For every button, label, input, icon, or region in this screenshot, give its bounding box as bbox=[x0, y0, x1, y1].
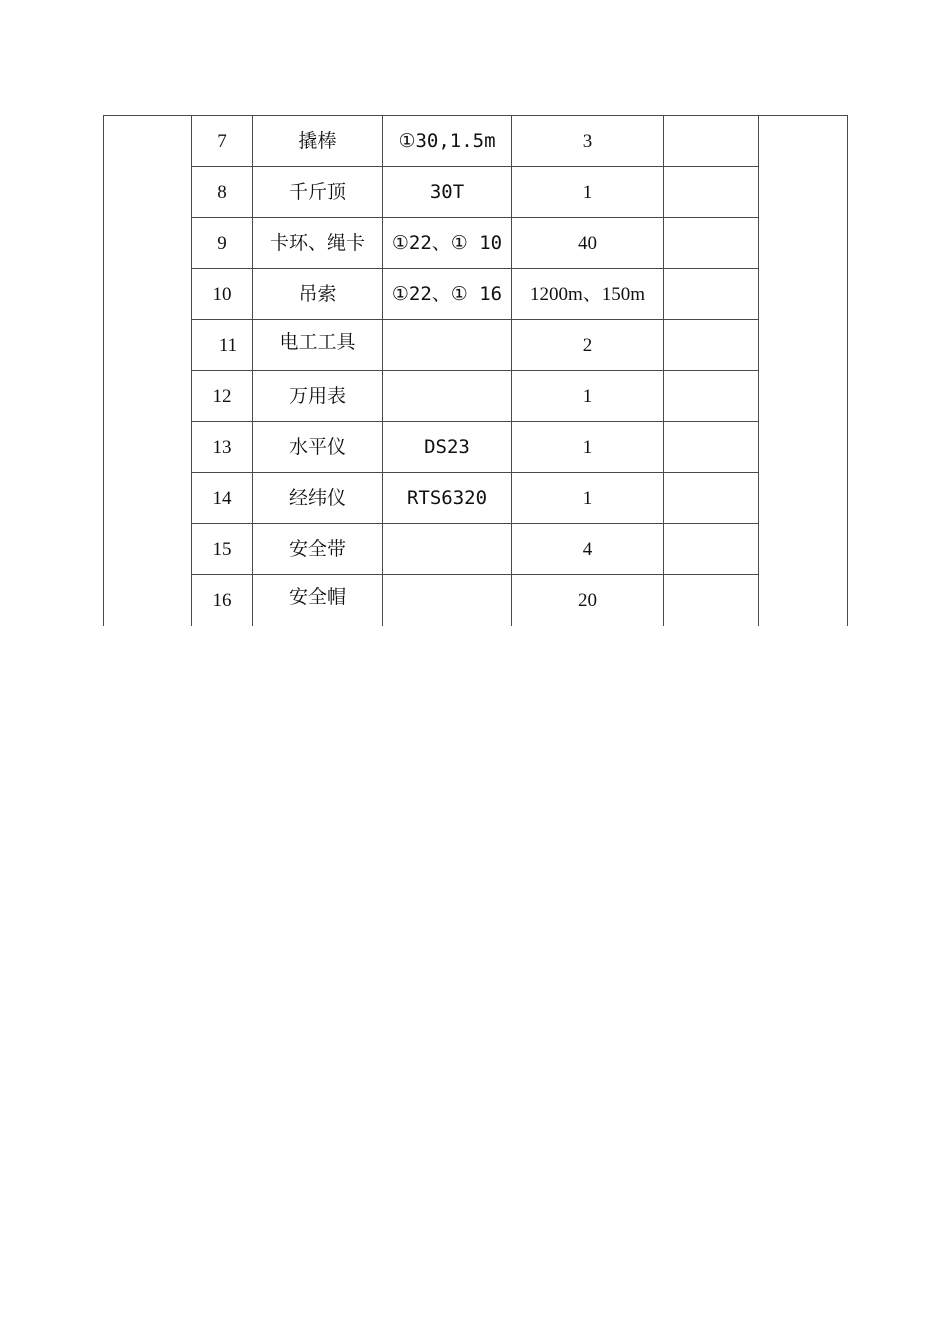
equipment-note bbox=[664, 524, 759, 575]
equipment-note bbox=[664, 167, 759, 218]
remarks-cell bbox=[759, 116, 848, 626]
equipment-spec: ①22、① 10 bbox=[383, 218, 512, 269]
equipment-note bbox=[664, 371, 759, 422]
equipment-quantity: 2 bbox=[512, 320, 664, 371]
equipment-note bbox=[664, 116, 759, 167]
equipment-quantity: 20 bbox=[512, 575, 664, 626]
equipment-note bbox=[664, 575, 759, 626]
equipment-spec bbox=[383, 524, 512, 575]
equipment-note bbox=[664, 218, 759, 269]
equipment-quantity: 3 bbox=[512, 116, 664, 167]
equipment-note bbox=[664, 473, 759, 524]
equipment-name: 安全帽 bbox=[253, 575, 383, 626]
equipment-spec: ①30,1.5m bbox=[383, 116, 512, 167]
row-number: 7 bbox=[192, 116, 253, 167]
row-number: 8 bbox=[192, 167, 253, 218]
equipment-name: 安全带 bbox=[253, 524, 383, 575]
equipment-quantity: 1 bbox=[512, 371, 664, 422]
equipment-spec bbox=[383, 371, 512, 422]
table-row bbox=[104, 320, 848, 371]
table-row bbox=[104, 269, 848, 320]
equipment-spec bbox=[383, 575, 512, 626]
equipment-note bbox=[664, 320, 759, 371]
equipment-spec: ①22、① 16 bbox=[383, 269, 512, 320]
equipment-name: 经纬仪 bbox=[253, 473, 383, 524]
table-row bbox=[104, 218, 848, 269]
equipment-quantity: 1200m、150m bbox=[512, 269, 664, 320]
table-row bbox=[104, 473, 848, 524]
table-row bbox=[104, 422, 848, 473]
equipment-quantity: 1 bbox=[512, 167, 664, 218]
equipment-spec: RTS6320 bbox=[383, 473, 512, 524]
equipment-quantity: 1 bbox=[512, 422, 664, 473]
row-number: 11 bbox=[192, 320, 253, 371]
table-row bbox=[104, 116, 848, 167]
table-row bbox=[104, 524, 848, 575]
equipment-name: 水平仪 bbox=[253, 422, 383, 473]
row-number: 15 bbox=[192, 524, 253, 575]
equipment-name: 千斤顶 bbox=[253, 167, 383, 218]
table-row bbox=[104, 575, 848, 626]
equipment-name: 撬棒 bbox=[253, 116, 383, 167]
equipment-table bbox=[103, 115, 848, 626]
equipment-quantity: 4 bbox=[512, 524, 664, 575]
row-number: 9 bbox=[192, 218, 253, 269]
equipment-quantity: 1 bbox=[512, 473, 664, 524]
equipment-note bbox=[664, 422, 759, 473]
table-row bbox=[104, 371, 848, 422]
equipment-name: 卡环、绳卡 bbox=[253, 218, 383, 269]
row-number: 16 bbox=[192, 575, 253, 626]
equipment-name: 万用表 bbox=[253, 371, 383, 422]
equipment-quantity: 40 bbox=[512, 218, 664, 269]
equipment-name: 电工工具 bbox=[253, 320, 383, 371]
row-number: 12 bbox=[192, 371, 253, 422]
equipment-note bbox=[664, 269, 759, 320]
equipment-spec: 30T bbox=[383, 167, 512, 218]
table-row bbox=[104, 167, 848, 218]
category-cell bbox=[104, 116, 192, 626]
row-number: 10 bbox=[192, 269, 253, 320]
equipment-spec bbox=[383, 320, 512, 371]
equipment-name: 吊索 bbox=[253, 269, 383, 320]
row-number: 14 bbox=[192, 473, 253, 524]
equipment-spec: DS23 bbox=[383, 422, 512, 473]
row-number: 13 bbox=[192, 422, 253, 473]
